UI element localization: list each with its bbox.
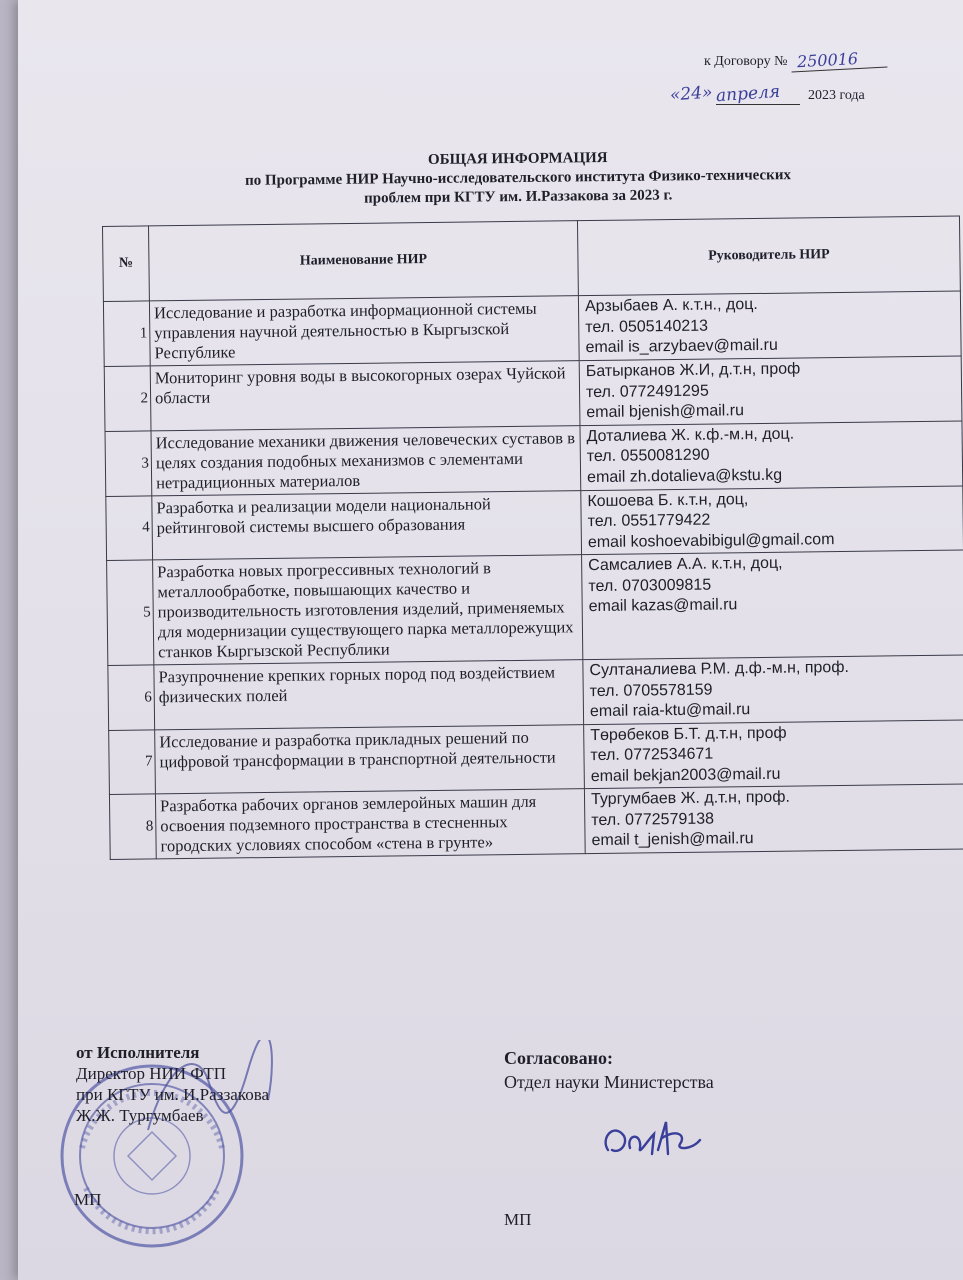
approval-stamp-label: МП	[504, 1210, 532, 1229]
lead-name: Султаналиева Р.М. д.ф.-м.н, проф.	[589, 658, 849, 680]
executor-stamp-label: МП	[74, 1190, 102, 1209]
date-year: 2023 года	[807, 88, 865, 103]
heading-subtitle-1: по Программе НИР Научно-исследовательского института Физико-технических	[244, 167, 792, 189]
lead-name: Төрөбеков Б.Т. д.т.н, проф	[590, 724, 787, 744]
row-number: 1	[103, 301, 150, 367]
row-title: Мониторинг уровня воды в высокогорных озерах Чуйской области	[150, 361, 580, 431]
lead-phone: тел. 0705578159	[589, 681, 713, 700]
executor-name: Ж.Ж. Тургумбаев	[76, 1106, 204, 1125]
lead-email: email koshoevabibigul@gmail.com	[587, 530, 835, 551]
lead-name: Тургумбаев Ж. д.т.н, проф.	[590, 788, 790, 809]
heading-title: ОБЩАЯ ИНФОРМАЦИЯ	[427, 150, 608, 168]
row-number: 7	[109, 729, 156, 794]
lead-email: email zh.dotalieva@kstu.kg	[586, 466, 783, 486]
document-heading	[138, 146, 899, 211]
approval-department: Отдел науки Министерства	[504, 1072, 714, 1092]
contract-date	[669, 81, 865, 107]
date-day: «24»	[669, 82, 714, 106]
executor-title: от Исполнителя	[76, 1043, 200, 1062]
lead-phone: тел. 0551779422	[587, 511, 711, 531]
row-number: 3	[105, 430, 152, 496]
lead-email: email bekjan2003@mail.ru	[590, 765, 781, 785]
table-row	[106, 486, 963, 561]
row-title: Разработка и реализации модели национальной рейтинговой системы высшего образования	[152, 490, 582, 560]
column-header-title: Наименование НИР	[149, 221, 579, 301]
row-title: Разработка новых прогрессивных технологий в металлообработке, повышающих качество и производительность изготовления изделий, применяемых для модернизации существующего парка металлорежущих станков Кыргызской Республики	[153, 555, 583, 665]
executor-organization: при КГТУ им. И.Раззакова	[76, 1085, 270, 1104]
ministry-signature-icon	[596, 1110, 716, 1170]
table-row	[104, 356, 962, 431]
research-table	[102, 216, 963, 860]
row-lead	[579, 356, 962, 425]
lead-phone: тел. 0772579138	[591, 810, 715, 829]
approval-title: Согласовано:	[504, 1048, 613, 1068]
lead-email: email raia-ktu@mail.ru	[589, 701, 751, 721]
table-row	[103, 291, 961, 366]
row-number: 2	[104, 366, 151, 431]
lead-phone: тел. 0772491295	[585, 382, 709, 401]
row-lead	[580, 421, 963, 491]
row-number: 5	[107, 560, 154, 666]
row-number: 8	[109, 794, 156, 860]
row-lead	[581, 486, 963, 555]
lead-email: email kazas@mail.ru	[588, 596, 738, 616]
row-lead	[584, 784, 963, 854]
row-lead	[584, 719, 963, 788]
contract-prefix: к Договору №	[704, 54, 788, 69]
lead-phone: тел. 0505140213	[585, 317, 709, 336]
executor-signature-block	[76, 1042, 269, 1126]
row-title: Исследование и разработка информационной системы управления научной деятельностью в Кыргызской Республике	[149, 296, 579, 366]
lead-email: email t_jenish@mail.ru	[591, 830, 754, 850]
row-title: Разработка рабочих органов землеройных машин для освоения подземного пространства в стесненных городских условиях способом «стена в грунте»	[155, 789, 585, 859]
lead-phone: тел. 0772534671	[590, 745, 714, 765]
approval-signature-block	[504, 1046, 714, 1094]
document-page	[18, 0, 963, 1280]
lead-email: email is_arzybaev@mail.ru	[585, 336, 778, 357]
row-lead	[583, 655, 963, 724]
table-header-row	[103, 216, 961, 301]
column-header-lead: Руководитель НИР	[577, 216, 960, 296]
table-row	[108, 655, 963, 730]
table-row	[105, 421, 963, 496]
row-title: Исследование и разработка прикладных решений по цифровой трансформации в транспортной деятельности	[155, 724, 585, 794]
column-header-number: №	[103, 226, 150, 302]
lead-email: email bjenish@mail.ru	[586, 402, 745, 422]
lead-name: Батырканов Ж.И, д.т.н, проф	[585, 360, 801, 381]
contract-reference	[704, 50, 887, 70]
row-lead	[582, 550, 963, 660]
executor-position: Директор НИИ ФТП	[76, 1064, 226, 1083]
row-title: Исследование механики движения человеческих суставов в целях создания подобных механизмов с элементами нетрадиционных материалов	[151, 425, 581, 495]
row-title: Разупрочнение крепких горных пород под воздействием физических полей	[154, 660, 584, 730]
table-row	[109, 719, 963, 794]
lead-name: Самсалиев А.А. к.т.н, доц,	[588, 554, 783, 575]
row-number: 6	[108, 665, 155, 730]
lead-phone: тел. 0703009815	[588, 576, 712, 595]
lead-name: Доталиева Ж. к.ф.-м.н, доц.	[586, 425, 795, 445]
lead-phone: тел. 0550081290	[586, 446, 710, 466]
date-month: апреля	[715, 81, 782, 107]
table-row	[107, 550, 963, 665]
table-row	[109, 784, 963, 859]
row-lead	[578, 291, 961, 361]
heading-subtitle-2: проблем при КГТУ им. И.Раззакова за 2023 г.	[364, 187, 673, 207]
row-number: 4	[106, 495, 153, 560]
contract-number: 250016	[790, 48, 887, 73]
lead-name: Арзыбаев А. к.т.н., доц.	[584, 295, 758, 316]
lead-name: Кошоева Б. к.т.н, доц,	[587, 490, 749, 510]
